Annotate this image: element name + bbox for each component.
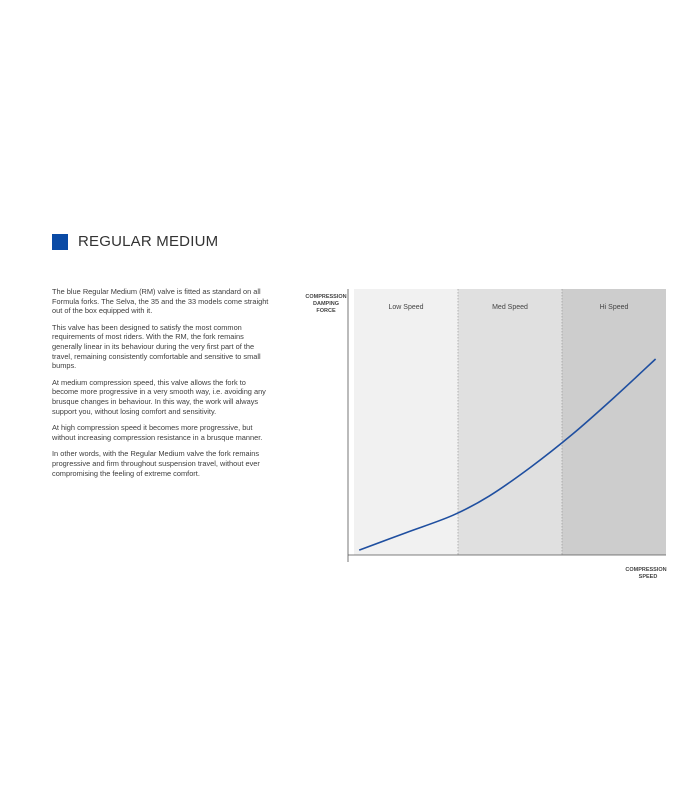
- zone-label: Med Speed: [492, 304, 528, 311]
- paragraph: At high compression speed it becomes more progressive, but without increasing compression resistance in a brusque manner.: [52, 423, 263, 442]
- section-heading: [52, 233, 218, 250]
- x-axis-label-line-2: SPEED: [638, 574, 658, 580]
- blue-square-icon: [52, 234, 68, 250]
- x-axis-label-line-1: COMPRESSION: [625, 567, 667, 573]
- paragraph: In other words, with the Regular Medium valve the fork remains progressive and firm throughout suspension travel, without ever compromising the feeling of extreme comfort.: [52, 449, 260, 478]
- y-axis-label-line-1: COMPRESSION: [305, 294, 347, 300]
- section-title: REGULAR MEDIUM: [78, 233, 219, 250]
- description-text: [52, 287, 272, 485]
- y-axis-label-line-3: FORCE: [316, 308, 336, 314]
- compression-chart: [300, 285, 680, 585]
- paragraph: This valve has been designed to satisfy the most common requirements of most riders. With the RM, the fork remains generally linear in its behaviour during the very first part of the travel, remaining consistently comfortable and sensitive to small bumps.: [52, 322, 261, 371]
- zone-band: [354, 289, 458, 555]
- paragraph: The blue Regular Medium (RM) valve is fitted as standard on all Formula forks. The Selva, the 35 and the 33 models come straight out of the box equipped with it.: [52, 287, 269, 316]
- zone-label: Hi Speed: [599, 304, 629, 311]
- zone-label: Low Speed: [388, 304, 424, 311]
- zone-band: [562, 289, 666, 555]
- paragraph: At medium compression speed, this valve allows the fork to become more progressive in a very smooth way, i.e. avoiding any brusque changes in behaviour. In this way, the work will always support you, without losing comfort and sensitivity.: [52, 377, 266, 416]
- y-axis-label-line-2: DAMPING: [313, 301, 339, 307]
- zone-band: [458, 289, 562, 555]
- zones-layer: [354, 289, 666, 555]
